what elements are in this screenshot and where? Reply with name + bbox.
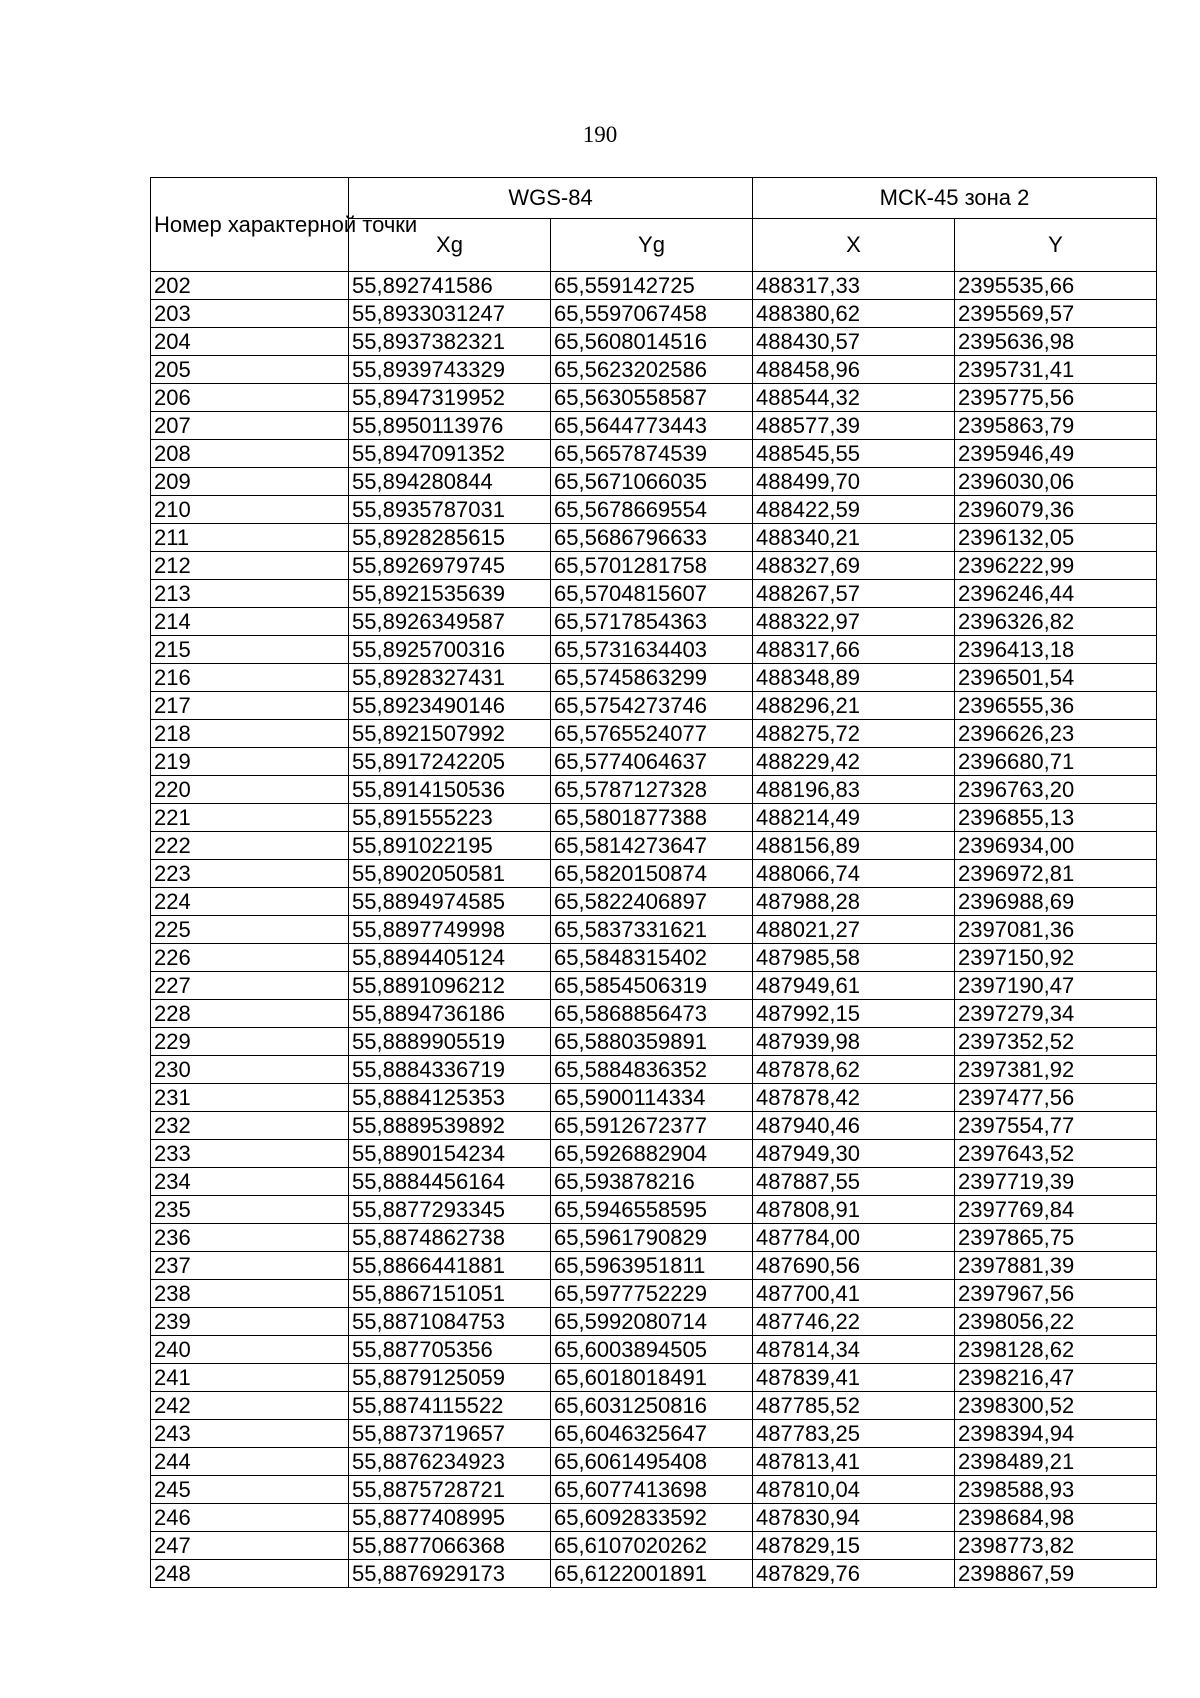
table-header-row — [151, 178, 1157, 219]
header-x: X — [753, 219, 955, 272]
cell-y: 2397643,52 — [955, 1140, 1157, 1168]
cell-x: 487949,30 — [753, 1140, 955, 1168]
cell-yg: 65,5623202586 — [551, 356, 753, 384]
cell-point-number: 209 — [151, 468, 349, 496]
cell-x: 487746,22 — [753, 1308, 955, 1336]
cell-x: 488458,96 — [753, 356, 955, 384]
table-row — [151, 1364, 1157, 1392]
cell-xg: 55,894280844 — [349, 468, 551, 496]
table-row — [151, 1028, 1157, 1056]
cell-point-number: 230 — [151, 1056, 349, 1084]
cell-x: 487829,15 — [753, 1532, 955, 1560]
cell-xg: 55,8933031247 — [349, 300, 551, 328]
table-row — [151, 748, 1157, 776]
cell-xg: 55,8921535639 — [349, 580, 551, 608]
table-row — [151, 1224, 1157, 1252]
cell-xg: 55,8879125059 — [349, 1364, 551, 1392]
cell-yg: 65,559142725 — [551, 272, 753, 300]
cell-x: 488544,32 — [753, 384, 955, 412]
cell-x: 488317,33 — [753, 272, 955, 300]
table-row — [151, 1308, 1157, 1336]
cell-x: 488327,69 — [753, 552, 955, 580]
cell-yg: 65,6003894505 — [551, 1336, 753, 1364]
cell-y: 2397352,52 — [955, 1028, 1157, 1056]
cell-xg: 55,8889905519 — [349, 1028, 551, 1056]
cell-x: 487700,41 — [753, 1280, 955, 1308]
cell-x: 488196,83 — [753, 776, 955, 804]
cell-xg: 55,8926349587 — [349, 608, 551, 636]
cell-point-number: 206 — [151, 384, 349, 412]
cell-point-number: 218 — [151, 720, 349, 748]
cell-y: 2397279,34 — [955, 1000, 1157, 1028]
cell-yg: 65,5822406897 — [551, 888, 753, 916]
cell-point-number: 211 — [151, 524, 349, 552]
table-row — [151, 1476, 1157, 1504]
cell-y: 2396988,69 — [955, 888, 1157, 916]
cell-y: 2397769,84 — [955, 1196, 1157, 1224]
table-row — [151, 356, 1157, 384]
cell-point-number: 232 — [151, 1112, 349, 1140]
cell-yg: 65,6107020262 — [551, 1532, 753, 1560]
cell-yg: 65,5801877388 — [551, 804, 753, 832]
cell-y: 2395863,79 — [955, 412, 1157, 440]
cell-point-number: 245 — [151, 1476, 349, 1504]
cell-yg: 65,5880359891 — [551, 1028, 753, 1056]
cell-yg: 65,5787127328 — [551, 776, 753, 804]
cell-point-number: 208 — [151, 440, 349, 468]
cell-y: 2395569,57 — [955, 300, 1157, 328]
cell-point-number: 229 — [151, 1028, 349, 1056]
cell-y: 2396326,82 — [955, 608, 1157, 636]
cell-xg: 55,891022195 — [349, 832, 551, 860]
cell-xg: 55,8917242205 — [349, 748, 551, 776]
cell-y: 2397881,39 — [955, 1252, 1157, 1280]
cell-yg: 65,5854506319 — [551, 972, 753, 1000]
cell-y: 2395535,66 — [955, 272, 1157, 300]
table-row — [151, 1504, 1157, 1532]
cell-point-number: 243 — [151, 1420, 349, 1448]
table-row — [151, 272, 1157, 300]
table-row — [151, 440, 1157, 468]
cell-xg: 55,8877066368 — [349, 1532, 551, 1560]
cell-point-number: 212 — [151, 552, 349, 580]
cell-xg: 55,8923490146 — [349, 692, 551, 720]
page-number: 190 — [582, 122, 618, 147]
cell-x: 488340,21 — [753, 524, 955, 552]
cell-point-number: 210 — [151, 496, 349, 524]
header-xg: Xg — [349, 219, 551, 272]
cell-yg: 65,5992080714 — [551, 1308, 753, 1336]
table-row — [151, 1252, 1157, 1280]
table-row — [151, 384, 1157, 412]
cell-y: 2396246,44 — [955, 580, 1157, 608]
cell-y: 2396972,81 — [955, 860, 1157, 888]
table-row — [151, 888, 1157, 916]
table-row — [151, 832, 1157, 860]
cell-xg: 55,8890154234 — [349, 1140, 551, 1168]
table-row — [151, 692, 1157, 720]
cell-x: 487690,56 — [753, 1252, 955, 1280]
header-point-number: Номер характерной точки — [151, 178, 349, 272]
cell-yg: 65,5814273647 — [551, 832, 753, 860]
cell-yg: 65,5671066035 — [551, 468, 753, 496]
cell-yg: 65,5963951811 — [551, 1252, 753, 1280]
cell-point-number: 236 — [151, 1224, 349, 1252]
cell-yg: 65,5717854363 — [551, 608, 753, 636]
cell-xg: 55,8925700316 — [349, 636, 551, 664]
cell-x: 488380,62 — [753, 300, 955, 328]
cell-y: 2397865,75 — [955, 1224, 1157, 1252]
cell-xg: 55,8876234923 — [349, 1448, 551, 1476]
cell-y: 2396934,00 — [955, 832, 1157, 860]
cell-x: 488021,27 — [753, 916, 955, 944]
table-row — [151, 1280, 1157, 1308]
cell-x: 487814,34 — [753, 1336, 955, 1364]
table-row — [151, 1420, 1157, 1448]
cell-y: 2398394,94 — [955, 1420, 1157, 1448]
cell-point-number: 228 — [151, 1000, 349, 1028]
cell-yg: 65,5644773443 — [551, 412, 753, 440]
table-row — [151, 1532, 1157, 1560]
cell-yg: 65,5912672377 — [551, 1112, 753, 1140]
cell-xg: 55,8877408995 — [349, 1504, 551, 1532]
table-row — [151, 1560, 1157, 1588]
cell-xg: 55,8937382321 — [349, 328, 551, 356]
cell-point-number: 216 — [151, 664, 349, 692]
table-row — [151, 608, 1157, 636]
cell-x: 487992,15 — [753, 1000, 955, 1028]
cell-x: 487887,55 — [753, 1168, 955, 1196]
cell-xg: 55,8876929173 — [349, 1560, 551, 1588]
cell-y: 2398867,59 — [955, 1560, 1157, 1588]
cell-x: 487878,42 — [753, 1084, 955, 1112]
cell-y: 2397477,56 — [955, 1084, 1157, 1112]
cell-xg: 55,8928285615 — [349, 524, 551, 552]
cell-xg: 55,892741586 — [349, 272, 551, 300]
cell-yg: 65,5597067458 — [551, 300, 753, 328]
cell-y: 2398128,62 — [955, 1336, 1157, 1364]
cell-yg: 65,6077413698 — [551, 1476, 753, 1504]
cell-xg: 55,8891096212 — [349, 972, 551, 1000]
cell-x: 488229,42 — [753, 748, 955, 776]
cell-x: 488267,57 — [753, 580, 955, 608]
cell-x: 487988,28 — [753, 888, 955, 916]
cell-point-number: 224 — [151, 888, 349, 916]
cell-point-number: 234 — [151, 1168, 349, 1196]
cell-point-number: 205 — [151, 356, 349, 384]
cell-y: 2397719,39 — [955, 1168, 1157, 1196]
cell-point-number: 214 — [151, 608, 349, 636]
cell-y: 2395636,98 — [955, 328, 1157, 356]
cell-yg: 65,5946558595 — [551, 1196, 753, 1224]
cell-xg: 55,8874115522 — [349, 1392, 551, 1420]
table-row — [151, 804, 1157, 832]
cell-xg: 55,8884456164 — [349, 1168, 551, 1196]
cell-y: 2397150,92 — [955, 944, 1157, 972]
cell-x: 487783,25 — [753, 1420, 955, 1448]
cell-x: 488214,49 — [753, 804, 955, 832]
header-msk45: МСК-45 зона 2 — [753, 178, 1157, 219]
cell-xg: 55,8884125353 — [349, 1084, 551, 1112]
cell-yg: 65,5731634403 — [551, 636, 753, 664]
cell-point-number: 223 — [151, 860, 349, 888]
cell-xg: 55,8866441881 — [349, 1252, 551, 1280]
table-row — [151, 720, 1157, 748]
cell-yg: 65,6061495408 — [551, 1448, 753, 1476]
table-row — [151, 1392, 1157, 1420]
cell-y: 2398056,22 — [955, 1308, 1157, 1336]
cell-x: 487940,46 — [753, 1112, 955, 1140]
cell-xg: 55,8873719657 — [349, 1420, 551, 1448]
cell-yg: 65,5686796633 — [551, 524, 753, 552]
table-row — [151, 1168, 1157, 1196]
table-row — [151, 776, 1157, 804]
cell-point-number: 220 — [151, 776, 349, 804]
cell-y: 2396222,99 — [955, 552, 1157, 580]
cell-point-number: 246 — [151, 1504, 349, 1532]
cell-y: 2398773,82 — [955, 1532, 1157, 1560]
cell-point-number: 221 — [151, 804, 349, 832]
cell-xg: 55,8889539892 — [349, 1112, 551, 1140]
table-row — [151, 1056, 1157, 1084]
table-row — [151, 1196, 1157, 1224]
table-row — [151, 524, 1157, 552]
cell-y: 2397967,56 — [955, 1280, 1157, 1308]
cell-yg: 65,5657874539 — [551, 440, 753, 468]
cell-xg: 55,8928327431 — [349, 664, 551, 692]
table-row — [151, 636, 1157, 664]
cell-yg: 65,5848315402 — [551, 944, 753, 972]
cell-point-number: 242 — [151, 1392, 349, 1420]
table-row — [151, 944, 1157, 972]
table-row — [151, 552, 1157, 580]
cell-xg: 55,8867151051 — [349, 1280, 551, 1308]
cell-point-number: 241 — [151, 1364, 349, 1392]
cell-y: 2396855,13 — [955, 804, 1157, 832]
cell-xg: 55,8875728721 — [349, 1476, 551, 1504]
cell-x: 487985,58 — [753, 944, 955, 972]
cell-yg: 65,6018018491 — [551, 1364, 753, 1392]
cell-xg: 55,8877293345 — [349, 1196, 551, 1224]
table-row — [151, 496, 1157, 524]
cell-yg: 65,5926882904 — [551, 1140, 753, 1168]
table-row — [151, 1448, 1157, 1476]
cell-x: 487785,52 — [753, 1392, 955, 1420]
cell-point-number: 247 — [151, 1532, 349, 1560]
cell-xg: 55,8939743329 — [349, 356, 551, 384]
table-row — [151, 1112, 1157, 1140]
cell-y: 2396132,05 — [955, 524, 1157, 552]
cell-xg: 55,8950113976 — [349, 412, 551, 440]
table-row — [151, 1140, 1157, 1168]
cell-yg: 65,5765524077 — [551, 720, 753, 748]
header-yg: Yg — [551, 219, 753, 272]
cell-y: 2396501,54 — [955, 664, 1157, 692]
cell-point-number: 231 — [151, 1084, 349, 1112]
cell-xg: 55,8874862738 — [349, 1224, 551, 1252]
cell-point-number: 235 — [151, 1196, 349, 1224]
cell-y: 2398489,21 — [955, 1448, 1157, 1476]
cell-yg: 65,6031250816 — [551, 1392, 753, 1420]
table-row — [151, 1336, 1157, 1364]
cell-point-number: 248 — [151, 1560, 349, 1588]
cell-x: 488322,97 — [753, 608, 955, 636]
cell-y: 2395731,41 — [955, 356, 1157, 384]
cell-point-number: 239 — [151, 1308, 349, 1336]
cell-yg: 65,5868856473 — [551, 1000, 753, 1028]
table-row — [151, 1000, 1157, 1028]
cell-x: 487808,91 — [753, 1196, 955, 1224]
cell-point-number: 238 — [151, 1280, 349, 1308]
cell-x: 487829,76 — [753, 1560, 955, 1588]
cell-x: 487949,61 — [753, 972, 955, 1000]
cell-x: 488577,39 — [753, 412, 955, 440]
cell-y: 2396079,36 — [955, 496, 1157, 524]
cell-x: 488296,21 — [753, 692, 955, 720]
cell-y: 2395946,49 — [955, 440, 1157, 468]
cell-yg: 65,6092833592 — [551, 1504, 753, 1532]
cell-xg: 55,8884336719 — [349, 1056, 551, 1084]
cell-x: 488348,89 — [753, 664, 955, 692]
cell-yg: 65,5754273746 — [551, 692, 753, 720]
table-body — [151, 272, 1157, 1588]
cell-xg: 55,8902050581 — [349, 860, 551, 888]
table-row — [151, 328, 1157, 356]
header-y: Y — [955, 219, 1157, 272]
cell-yg: 65,5774064637 — [551, 748, 753, 776]
cell-xg: 55,8947091352 — [349, 440, 551, 468]
cell-xg: 55,891555223 — [349, 804, 551, 832]
cell-y: 2396680,71 — [955, 748, 1157, 776]
cell-point-number: 237 — [151, 1252, 349, 1280]
cell-x: 487813,41 — [753, 1448, 955, 1476]
cell-xg: 55,8894974585 — [349, 888, 551, 916]
cell-point-number: 222 — [151, 832, 349, 860]
cell-x: 488499,70 — [753, 468, 955, 496]
cell-point-number: 226 — [151, 944, 349, 972]
coordinates-table — [150, 177, 1157, 1588]
cell-y: 2396413,18 — [955, 636, 1157, 664]
cell-yg: 65,5745863299 — [551, 664, 753, 692]
cell-xg: 55,8894405124 — [349, 944, 551, 972]
cell-x: 488317,66 — [753, 636, 955, 664]
cell-point-number: 227 — [151, 972, 349, 1000]
cell-x: 488545,55 — [753, 440, 955, 468]
cell-xg: 55,8894736186 — [349, 1000, 551, 1028]
cell-xg: 55,8947319952 — [349, 384, 551, 412]
cell-x: 487839,41 — [753, 1364, 955, 1392]
cell-yg: 65,5678669554 — [551, 496, 753, 524]
cell-x: 487810,04 — [753, 1476, 955, 1504]
cell-yg: 65,6122001891 — [551, 1560, 753, 1588]
cell-x: 487939,98 — [753, 1028, 955, 1056]
table-row — [151, 664, 1157, 692]
table-row — [151, 860, 1157, 888]
cell-yg: 65,5630558587 — [551, 384, 753, 412]
cell-x: 488156,89 — [753, 832, 955, 860]
cell-y: 2398216,47 — [955, 1364, 1157, 1392]
cell-y: 2395775,56 — [955, 384, 1157, 412]
cell-point-number: 240 — [151, 1336, 349, 1364]
cell-xg: 55,8921507992 — [349, 720, 551, 748]
cell-y: 2398684,98 — [955, 1504, 1157, 1532]
cell-x: 487830,94 — [753, 1504, 955, 1532]
cell-y: 2398588,93 — [955, 1476, 1157, 1504]
table-row — [151, 412, 1157, 440]
table-row — [151, 300, 1157, 328]
cell-xg: 55,8926979745 — [349, 552, 551, 580]
cell-x: 488422,59 — [753, 496, 955, 524]
cell-xg: 55,887705356 — [349, 1336, 551, 1364]
cell-xg: 55,8935787031 — [349, 496, 551, 524]
cell-yg: 65,6046325647 — [551, 1420, 753, 1448]
cell-yg: 65,5961790829 — [551, 1224, 753, 1252]
cell-point-number: 217 — [151, 692, 349, 720]
cell-xg: 55,8871084753 — [349, 1308, 551, 1336]
cell-x: 488430,57 — [753, 328, 955, 356]
cell-y: 2396626,23 — [955, 720, 1157, 748]
cell-point-number: 233 — [151, 1140, 349, 1168]
cell-yg: 65,5900114334 — [551, 1084, 753, 1112]
table-row — [151, 1084, 1157, 1112]
cell-y: 2396763,20 — [955, 776, 1157, 804]
cell-point-number: 202 — [151, 272, 349, 300]
cell-y: 2397554,77 — [955, 1112, 1157, 1140]
cell-y: 2397081,36 — [955, 916, 1157, 944]
cell-point-number: 207 — [151, 412, 349, 440]
cell-x: 487878,62 — [753, 1056, 955, 1084]
cell-x: 488275,72 — [753, 720, 955, 748]
cell-point-number: 204 — [151, 328, 349, 356]
cell-x: 488066,74 — [753, 860, 955, 888]
cell-yg: 65,5977752229 — [551, 1280, 753, 1308]
cell-yg: 65,5701281758 — [551, 552, 753, 580]
cell-yg: 65,5820150874 — [551, 860, 753, 888]
cell-point-number: 219 — [151, 748, 349, 776]
cell-x: 487784,00 — [753, 1224, 955, 1252]
cell-y: 2396555,36 — [955, 692, 1157, 720]
cell-y: 2397381,92 — [955, 1056, 1157, 1084]
cell-xg: 55,8897749998 — [349, 916, 551, 944]
cell-y: 2397190,47 — [955, 972, 1157, 1000]
cell-yg: 65,5884836352 — [551, 1056, 753, 1084]
table-row — [151, 916, 1157, 944]
cell-yg: 65,5837331621 — [551, 916, 753, 944]
header-wgs84: WGS-84 — [349, 178, 753, 219]
cell-yg: 65,593878216 — [551, 1168, 753, 1196]
table-row — [151, 580, 1157, 608]
cell-point-number: 215 — [151, 636, 349, 664]
cell-point-number: 203 — [151, 300, 349, 328]
cell-point-number: 225 — [151, 916, 349, 944]
table-row — [151, 468, 1157, 496]
cell-yg: 65,5608014516 — [551, 328, 753, 356]
cell-y: 2398300,52 — [955, 1392, 1157, 1420]
cell-point-number: 213 — [151, 580, 349, 608]
cell-xg: 55,8914150536 — [349, 776, 551, 804]
cell-yg: 65,5704815607 — [551, 580, 753, 608]
table-row — [151, 972, 1157, 1000]
cell-point-number: 244 — [151, 1448, 349, 1476]
cell-y: 2396030,06 — [955, 468, 1157, 496]
